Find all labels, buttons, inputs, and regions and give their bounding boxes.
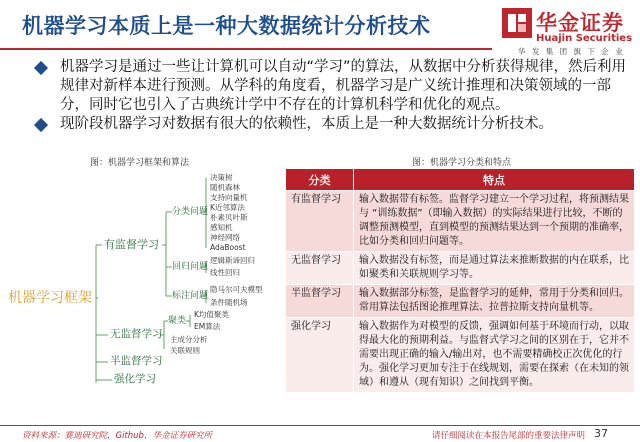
tree-leaf: 决策树 bbox=[210, 173, 233, 182]
footer-disclaimer: 请仔细阅读在本报告尾部的重要法律声明 bbox=[432, 431, 586, 441]
table-header-category: 分类 bbox=[286, 169, 354, 191]
bullet-text: 机器学习是通过一些让计算机可以自动“学习”的算法，从数据中分析获得规律，然后利用规律对新样本进行预测。从学科的角度看，机器学习是广义统计推理和决策领域的一部分，同时它也引入了古典统计学中不存在的计算机科学和优化的观点。 bbox=[60, 59, 627, 113]
bullet-text: 现阶段机器学习对数据有很大的依赖性，本质上是一种大数据统计分析技术。 bbox=[60, 116, 553, 132]
diamond-bullet-icon bbox=[34, 61, 48, 75]
table-cell-features: 输入数据作为对模型的反馈，强调如何基于环境而行动，以取得最大化的预期利益。与监督式学习之间的区别在于，它并不需要出现正确的输入/输出对，也不需要精确校正次优化的行为。强化学习更加专注于在线规划，需要在探索（在未知的领域）和遵从（现有知识）之间找到平衡。 bbox=[354, 318, 635, 393]
table-cell-features: 输入数据没有标签，而是通过算法来推断数据的内在联系，比如聚类和关联规则学习等。 bbox=[354, 252, 635, 285]
logo-name-cn: 华金证券 bbox=[536, 11, 624, 35]
table-header-row bbox=[286, 169, 635, 191]
tree-leaf: 支持向量机 bbox=[210, 193, 248, 202]
header-rule bbox=[0, 48, 492, 50]
table-cell-category: 有监督学习 bbox=[286, 191, 354, 252]
ml-framework-tree bbox=[0, 170, 300, 420]
tree-leaf: EM算法 bbox=[194, 322, 221, 331]
tree-leaf: 条件随机场 bbox=[210, 298, 248, 307]
tree-leaf: 逻辑斯谛回归 bbox=[210, 256, 255, 265]
tree-node-regression: 回归问题 bbox=[172, 262, 209, 272]
tree-leaf: K近邻算法 bbox=[210, 203, 245, 212]
logo-subtitle: 华 发 集 团 旗 下 企 业 bbox=[518, 47, 625, 56]
tree-leaf: AdaBoost bbox=[210, 243, 246, 252]
tree-leaf: 主成分分析 bbox=[170, 335, 208, 344]
page-number: 37 bbox=[594, 427, 608, 440]
ml-classification-table bbox=[285, 168, 635, 393]
table-row bbox=[286, 285, 635, 318]
bullet-item bbox=[34, 58, 630, 115]
table-row bbox=[286, 191, 635, 252]
page-title: 机器学习本质上是一种大数据统计分析技术 bbox=[22, 14, 431, 38]
table-cell-category: 强化学习 bbox=[286, 318, 354, 393]
tree-leaf: K均值聚类 bbox=[194, 310, 229, 319]
tree-leaf: 随机森林 bbox=[210, 183, 240, 192]
tree-leaf: 感知机 bbox=[210, 223, 233, 232]
tree-leaf: 线性回归 bbox=[210, 268, 240, 277]
bullet-item bbox=[34, 115, 630, 134]
tree-node-clustering: 聚类 bbox=[168, 316, 187, 326]
diamond-bullet-icon bbox=[34, 118, 48, 132]
table-cell-features: 输入数据带有标签。监督学习建立一个学习过程，将预测结果与 “训练数据”（即输入数据）的实际结果进行比较，不断的调整预测模型，直到模型的预测结果达到一个预期的准确率，比如分类和回归问题等。 bbox=[354, 191, 635, 252]
tree-node-reinforcement: 强化学习 bbox=[114, 373, 156, 385]
tree-node-classification: 分类问题 bbox=[172, 207, 209, 217]
tree-root: 机器学习框架 bbox=[8, 290, 92, 306]
bullet-list bbox=[34, 58, 630, 134]
tree-node-labeling: 标注问题 bbox=[172, 291, 209, 301]
logo-mark-icon bbox=[502, 8, 532, 38]
table-header-features: 特点 bbox=[354, 169, 635, 191]
tree-leaf: 朴素贝叶斯 bbox=[210, 213, 248, 222]
tree-leaf: 神经网络 bbox=[210, 233, 240, 242]
footer-rule bbox=[0, 425, 640, 426]
tree-node-unsupervised: 无监督学习 bbox=[110, 328, 163, 340]
tree-leaf: 隐马尔可夫模型 bbox=[210, 285, 263, 294]
tree-node-supervised: 有监督学习 bbox=[104, 238, 159, 251]
table-row bbox=[286, 252, 635, 285]
table-cell-category: 半监督学习 bbox=[286, 285, 354, 318]
figure-right-caption: 图：机器学习分类和特点 bbox=[412, 158, 512, 168]
footer-source: 资料来源：赛迪研究院，Github，华金证券研究所 bbox=[22, 431, 212, 441]
tree-leaf: 关联规则 bbox=[170, 346, 200, 355]
table-row bbox=[286, 318, 635, 393]
tree-node-semi-supervised: 半监督学习 bbox=[110, 355, 163, 367]
company-logo bbox=[500, 6, 636, 58]
logo-name-en: Huajin Securities bbox=[536, 33, 633, 44]
figure-left-caption: 图：机器学习框架和算法 bbox=[90, 158, 190, 168]
table-cell-features: 输入数据部分标签，是监督学习的延伸，常用于分类和回归。常用算法包括图论推理算法、拉普拉斯支持向量机等。 bbox=[354, 285, 635, 318]
table-cell-category: 无监督学习 bbox=[286, 252, 354, 285]
